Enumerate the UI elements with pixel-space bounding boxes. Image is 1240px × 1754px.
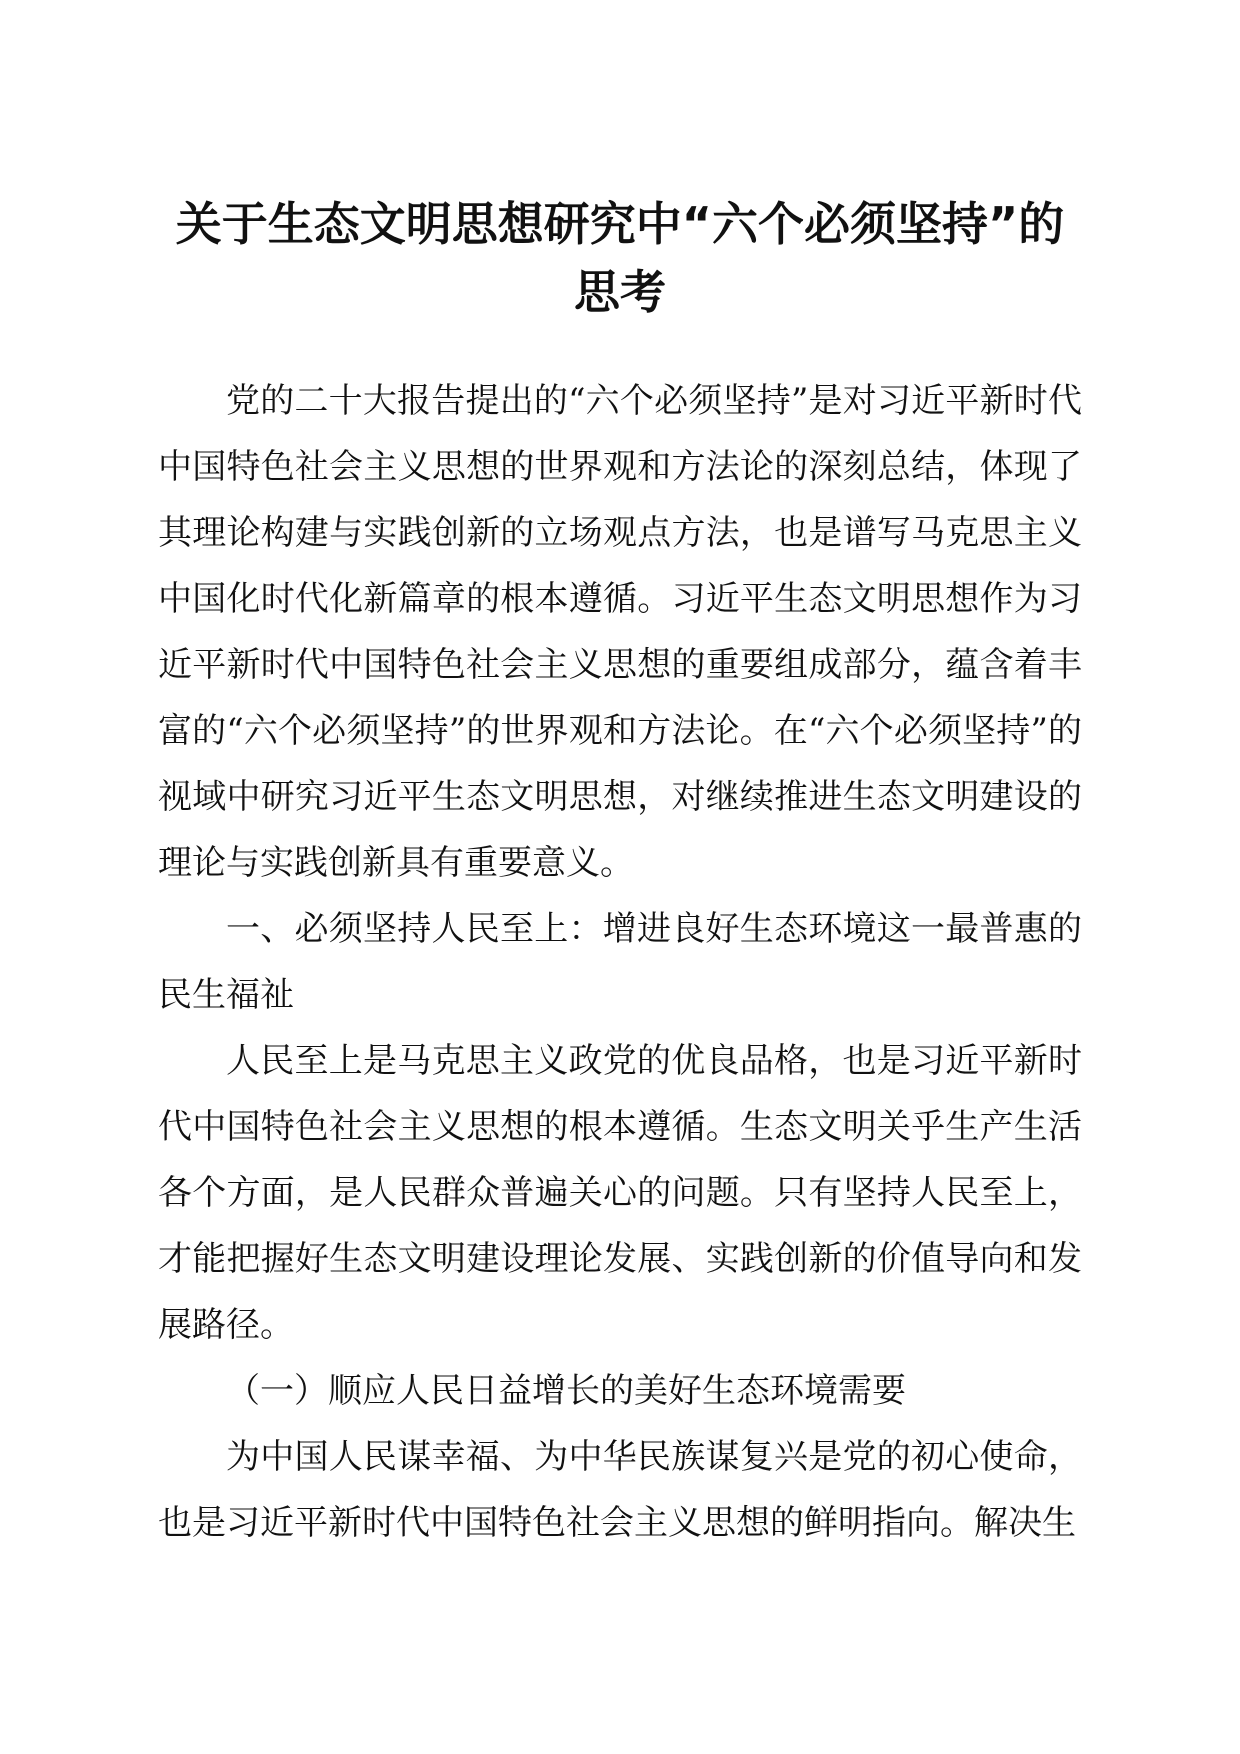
document-title: 关于生态文明思想研究中“六个必须坚持”的思考 <box>175 197 1065 319</box>
subsection-heading: （一）顺应人民日益增长的美好生态环境需要 <box>226 1371 906 1411</box>
section-heading: 一、必须坚持人民至上：增进良好生态环境这一最普惠的民生福祉 <box>158 909 1082 1015</box>
intro-paragraph: 党的二十大报告提出的“六个必须坚持”是对习近平新时代中国特色社会主义思想的世界观和方法论的深刻总结，体现了其理论构建与实践创新的立场观点方法，也是谱写马克思主义中国化时代化新篇章的根本遵循。习近平生态文明思想作为习近平新时代中国特色社会主义思想的重要组成部分，蕴含着丰富的“六个必须坚持”的世界观和方法论。在“六个必须坚持”的视域中研究习近平生态文明思想，对继续推进生态文明建设的理论与实践创新具有重要意义。 <box>158 381 1082 883</box>
document-page <box>158 190 1082 1556</box>
section-body-paragraph: 人民至上是马克思主义政党的优良品格，也是习近平新时代中国特色社会主义思想的根本遵循。生态文明关乎生产生活各个方面，是人民群众普遍关心的问题。只有坚持人民至上，才能把握好生态文明建设理论发展、实践创新的价值导向和发展路径。 <box>158 1041 1082 1345</box>
subsection-body-paragraph: 为中国人民谋幸福、为中华民族谋复兴是党的初心使命，也是习近平新时代中国特色社会主义思想的鲜明指向。解决生 <box>158 1437 1082 1543</box>
